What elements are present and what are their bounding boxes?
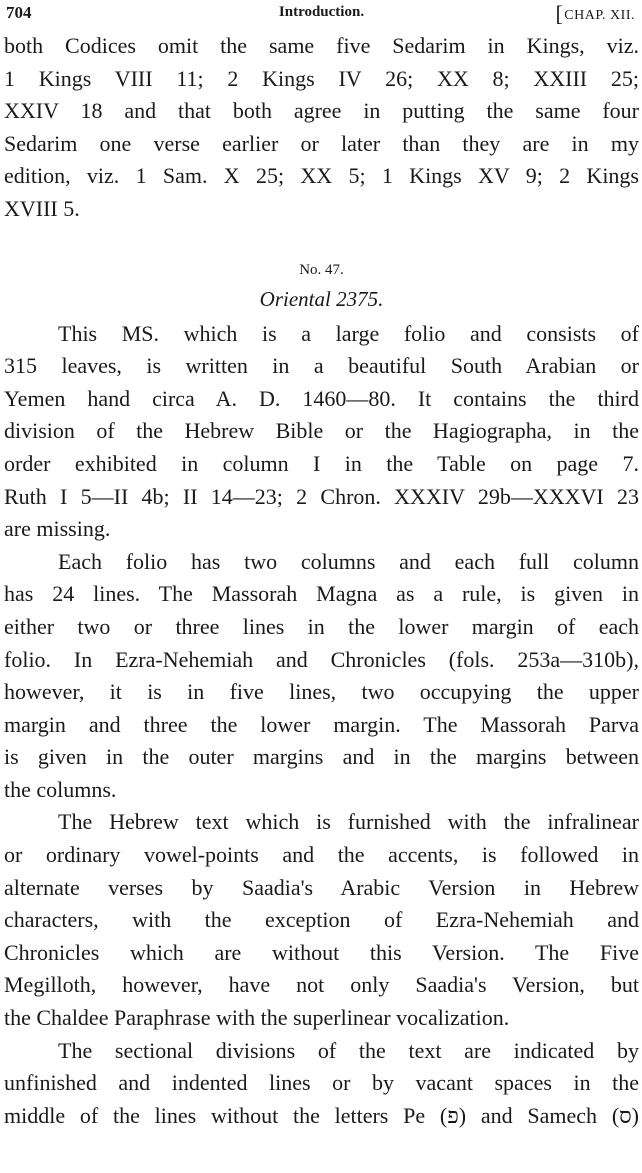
text-line: division of the Hebrew Bible or the Hagiographa, in the <box>4 418 639 444</box>
page-number: 704 <box>6 3 32 22</box>
text-line: margin and three the lower margin. The Massorah Parva <box>4 711 639 737</box>
paragraph-2 <box>4 546 639 807</box>
text-line: either two or three lines in the lower margin of each <box>4 613 639 639</box>
paragraph-3 <box>4 806 639 1034</box>
paragraph-4 <box>4 1035 639 1133</box>
text-line: 1 Kings VIII 11; 2 Kings IV 26; XX 8; XXIII 25; <box>4 65 639 91</box>
text-line: has 24 lines. The Massorah Magna as a rule, is given in <box>4 581 639 607</box>
text-line: unfinished and indented lines or by vacant spaces in the <box>4 1070 639 1096</box>
text-line: The Hebrew text which is furnished with the infralinear <box>58 809 639 835</box>
text-line: however, it is in five lines, two occupying the upper <box>4 679 639 705</box>
text-line: edition, viz. 1 Sam. X 25; XX 5; 1 Kings XV 9; 2 Kings <box>4 163 639 189</box>
text-line: 315 leaves, is written in a beautiful South Arabian or <box>4 353 639 379</box>
text-line: The sectional divisions of the text are indicated by <box>58 1037 639 1063</box>
text-line: middle of the lines without the letters Pe (פ) and Samech (ס) <box>4 1102 639 1128</box>
text-line: Megilloth, however, have not only Saadia's Version, but <box>4 972 639 998</box>
text-line: the columns. <box>4 776 117 802</box>
paragraph-1 <box>4 318 639 546</box>
text-line: is given in the outer margins and in the margins between <box>4 744 639 770</box>
chapter-text: CHAP. XII. <box>564 8 635 23</box>
text-line: This MS. which is a large folio and consists of <box>58 320 639 346</box>
chapter-label <box>555 1 635 27</box>
text-line: Chronicles which are without this Version. The Five <box>4 939 639 965</box>
section-title: Oriental 2375. <box>259 286 384 311</box>
chapter-bracket: [ <box>555 1 564 26</box>
text-line: Each folio has two columns and each full column <box>58 548 639 574</box>
text-line: folio. In Ezra-Nehemiah and Chronicles (fols. 253a—310b), <box>4 646 639 672</box>
text-line: Sedarim one verse earlier or later than they are in my <box>4 130 639 156</box>
text-line: both Codices omit the same five Sedarim in Kings, viz. <box>4 33 639 58</box>
text-line: characters, with the exception of Ezra-Nehemiah and <box>4 907 639 933</box>
text-line: alternate verses by Saadia's Arabic Version in Hebrew <box>4 874 639 900</box>
intro-paragraph <box>4 30 639 226</box>
text-line: the Chaldee Paraphrase with the superlinear vocalization. <box>4 1005 510 1031</box>
text-line: Ruth I 5—II 4b; II 14—23; 2 Chron. XXXIV 29b—XXXVI 23 <box>4 483 639 509</box>
text-line: or ordinary vowel-points and the accents, is followed in <box>4 842 639 868</box>
text-line: Yemen hand circa A. D. 1460—80. It contains the third <box>4 385 639 411</box>
text-line: are missing. <box>4 516 111 542</box>
text-line: XVIII 5. <box>4 195 80 221</box>
running-head <box>4 0 639 30</box>
running-title: Introduction. <box>278 4 365 20</box>
text-line: XXIV 18 and that both agree in putting the same four <box>4 98 639 124</box>
section-number: No. 47. <box>299 261 344 278</box>
text-line: order exhibited in column I in the Table on page 7. <box>4 450 639 476</box>
